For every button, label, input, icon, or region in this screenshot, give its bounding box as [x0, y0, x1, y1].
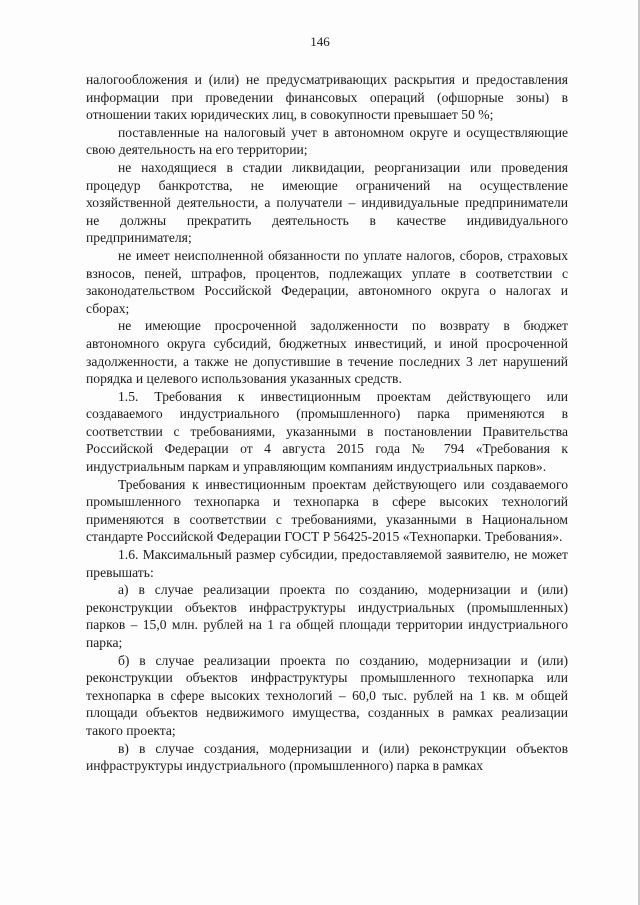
- paragraph-1-5-industrial-park-requirements: 1.5. Требования к инвестиционным проектам действующего или создаваемого индустриального (промышленного) парка применяются в соответствии с требованиями, указанными в постановлении Правительства Российской Федерации от 4 августа 2015 года № 794 «Требования к индустриальным паркам и управляющим компаниям индустриальных парков».: [86, 388, 568, 475]
- paragraph-technopark-requirements: Требования к инвестиционным проектам действующего или создаваемого промышленного технопарка и технопарка в сфере высоких технологий применяются в соответствии с требованиями, указанными в Национальном стандарте Российской Федерации ГОСТ Р 56425-2015 «Технопарки. Требования».: [86, 476, 568, 545]
- paragraph-tax-registration: поставленные на налоговый учет в автономном округе и осуществляющие свою деятельность на его территории;: [86, 124, 568, 158]
- paragraph-item-a: а) в случае реализации проекта по созданию, модернизации и (или) реконструкции объектов инфраструктуры индустриальных (промышленных) парков – 15,0 млн. рублей на 1 га общей площади территории индустриального парка;: [86, 582, 568, 650]
- document-body: [86, 71, 568, 775]
- paragraph-no-overdue-debt: не имеющие просроченной задолженности по возврату в бюджет автономного округа субсидий, бюджетных инвестиций, и иной просроченной задолженности, а также не допустившие в течение последних 3 лет нарушений порядка и целевого использования указанных средств.: [86, 318, 568, 387]
- paragraph-item-b: б) в случае реализации проекта по созданию, модернизации и (или) реконструкции объектов инфраструктуры промышленного технопарка или технопарка в сфере высоких технологий – 60,0 тыс. рублей на 1 кв. м общей площади объектов недвижимого имущества, созданных в рамках реализации такого проекта;: [86, 652, 568, 738]
- paragraph-1-6-max-subsidy: 1.6. Максимальный размер субсидии, предоставляемой заявителю, не может превышать:: [86, 547, 568, 580]
- paragraph-offshore-continuation: налогообложения и (или) не предусматривающих раскрытия и предоставления информации при проведении финансовых операций (офшорные зоны) в отношении таких юридических лиц, в совокупности превышает 50 %;: [86, 72, 568, 123]
- paragraph-not-liquidation: не находящиеся в стадии ликвидации, реорганизации или проведения процедур банкротства, не имеющие ограничений на осуществление хозяйственной деятельности, а получатели – индивидуальные предприниматели не должны прекратить деятельность в качестве индивидуального предпринимателя;: [86, 159, 568, 246]
- paragraph-item-v: в) в случае создания, модернизации и (или) реконструкции объектов инфраструктуры индустриального (промышленного) парка в рамках: [86, 740, 568, 774]
- page-number: 146: [310, 34, 330, 49]
- paragraph-no-tax-debt: не имеет неисполненной обязанности по уплате налогов, сборов, страховых взносов, пеней, штрафов, процентов, подлежащих уплате в соответствии с законодательством Российской Федерации, автономного округа о налогах и сборах;: [86, 247, 568, 316]
